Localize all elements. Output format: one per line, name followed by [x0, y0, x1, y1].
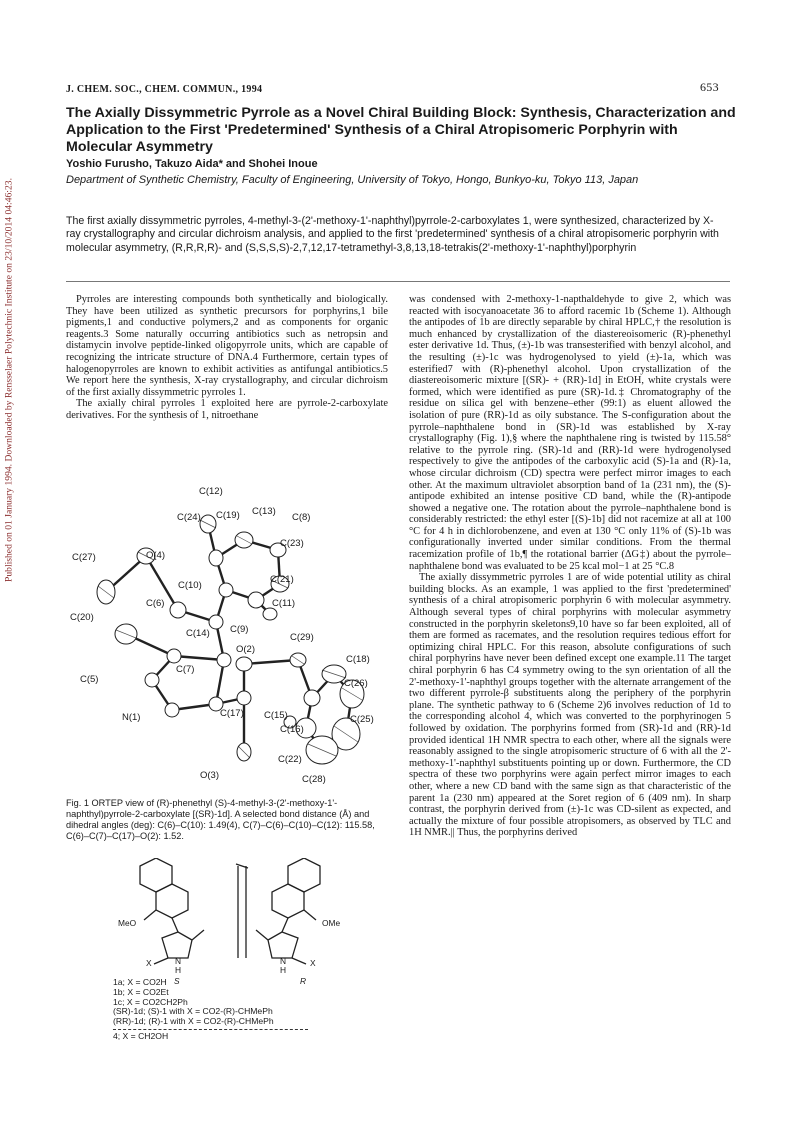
figure-1-ortep	[66, 484, 390, 794]
section-divider	[66, 281, 730, 282]
legend-item: (RR)-1d; (R)-1 with X = CO2-(R)-CHMePh	[113, 1016, 274, 1027]
atom-label: C(27)	[72, 552, 96, 563]
figure-1-caption: Fig. 1 ORTEP view of (R)-phenethyl (S)-4-methyl-3-(2'-methoxy-1'-naphthyl)pyrrole-2-carboxylate [(SR)-1d]. A selected bond distance (Å) and dihedral angles (deg): C(6)–C(10): 1.49(4), C(7)–C(6)–C(10)–C(12): 115.58, C(6)–C(7)–C(17)–O(2): 1.52.	[66, 798, 375, 841]
atom-label: C(7)	[176, 664, 195, 675]
left-paragraph-2: The axially chiral pyrroles 1 exploited here are pyrrole-2-carboxylate derivatives. For the synthesis of 1, nitroethane	[66, 398, 388, 421]
atom-label: C(10)	[178, 580, 202, 591]
atom-label: C(13)	[252, 506, 276, 517]
atom-label: O(4)	[146, 550, 165, 561]
atom-label: C(16)	[280, 724, 304, 735]
atom-label: C(26)	[344, 678, 368, 689]
atom-label: C(25)	[350, 714, 374, 725]
page-number: 653	[700, 80, 719, 94]
legend-item: 1b; X = CO2Et	[113, 986, 169, 997]
atom-label: C(5)	[80, 674, 99, 685]
affiliation: Department of Synthetic Chemistry, Faculty of Engineering, University of Tokyo, Hongo, Bunkyo-ku, Tokyo 113, Japan	[66, 174, 639, 186]
structure-drawing	[100, 858, 390, 976]
x-substituent-label: X	[310, 958, 316, 968]
article-title: The Axially Dissymmetric Pyrrole as a Novel Chiral Building Block: Synthesis, Characterization and Application to the First 'Predetermined' Synthesis of a Chiral Atropisomeric Porphyrin with Molecular Asymmetry	[66, 105, 736, 155]
methoxy-label: MeO	[118, 918, 137, 928]
atom-label: C(15)	[264, 710, 288, 721]
atom-label: C(8)	[292, 512, 311, 523]
atom-label: C(17)	[220, 708, 244, 719]
atom-label: C(28)	[302, 774, 326, 785]
ortep-drawing	[66, 484, 390, 794]
atom-label: C(24)	[177, 512, 201, 523]
journal-header: J. CHEM. SOC., CHEM. COMMUN., 1994	[66, 84, 263, 95]
right-column	[409, 294, 731, 839]
atom-label: C(6)	[146, 598, 165, 609]
hydrogen-label: H	[175, 965, 182, 975]
hydrogen-label: H	[280, 965, 287, 975]
atom-label: O(2)	[236, 644, 255, 655]
legend-item: 4; X = CH2OH	[113, 1030, 169, 1041]
atom-label: C(29)	[290, 632, 314, 643]
authors: Yoshio Furusho, Takuzo Aida* and Shohei Inoue	[66, 158, 318, 170]
atom-label: C(12)	[199, 486, 223, 497]
atom-label: O(3)	[200, 770, 219, 781]
download-watermark: Published on 01 January 1994. Downloaded by Rensselaer Polytechnic Institute on 23/10/2014 04:46:23.	[3, 178, 15, 582]
r-configuration-label: R	[300, 976, 307, 986]
atom-label: C(22)	[278, 754, 302, 765]
left-paragraph-1: Pyrroles are interesting compounds both synthetically and biologically. They have been utilized as synthetic precursors for porphyrins,1 bile pigments,1 and conductive polymers,2 and as components for organic reagents.3 Some naturally occurring antibiotics such as netropsin and distamycin involve peptide-linked oligopyrrole units, which are capable of recognizing the intricate structure of DNA.4 Furthermore, certain types of halogenopyrroles are known to exhibit activities as antifungal antibiotics.5 We report here the synthesis, X-ray crystallography, and circular dichroism of the first axially dissymmetric pyrroles 1.	[66, 294, 388, 398]
legend-item: (SR)-1d; (S)-1 with X = CO2-(R)-CHMePh	[113, 1006, 273, 1017]
atom-label: C(18)	[346, 654, 370, 665]
atom-label: C(21)	[270, 574, 294, 585]
atom-label: C(20)	[70, 612, 94, 623]
legend-item: 1a; X = CO2H	[113, 977, 167, 987]
atom-label: C(19)	[216, 510, 240, 521]
abstract: The first axially dissymmetric pyrroles, 4-methyl-3-(2'-methoxy-1'-naphthyl)pyrrole-2-carboxylates 1, were synthesized, characterized by X-ray crystallography and circular dichroism analysis, and applied to the first 'predetermined' synthesis of a chiral atropisomeric porphyrin with molecular asymmetry, (R,R,R,R)- and (S,S,S,S)-2,7,12,17-tetramethyl-3,8,13,18-tetrakis(2'-methoxy-1'-naphthyl)porphyrin	[66, 215, 719, 254]
nitrogen-label: N	[175, 956, 182, 966]
x-substituent-label: X	[146, 958, 152, 968]
s-configuration-label: S	[174, 976, 180, 986]
legend-divider	[113, 1029, 308, 1030]
atom-label: C(9)	[230, 624, 249, 635]
atom-label: C(14)	[186, 628, 210, 639]
nitrogen-label: N	[280, 956, 287, 966]
left-column	[66, 294, 388, 422]
scheme-legend	[113, 978, 308, 1042]
atom-label: C(11)	[272, 598, 296, 609]
legend-item: 1c; X = CO2CH2Ph	[113, 996, 188, 1007]
methoxy-label: OMe	[322, 918, 341, 928]
atom-label: C(23)	[280, 538, 304, 549]
atom-label: N(1)	[122, 712, 141, 723]
right-paragraph-2: The axially dissymmetric pyrroles 1 are of wide potential utility as chiral building blocks. As an example, 1 was applied to the first 'predetermined' synthesis of a chiral atropisomeric porphyrin 6 with molecular asymmetry. Although several types of chiral porphyrins with molecular asymmetry constructed in the porphyrin skeletons9,10 have so far been exploited, all of them are formed as racemates, and the resolution requires tedious effort for optimizing chiral HPLC. For this reason, absolute configurations of such chiral porphyrins have never been defined except one example.11 The target chiral porphyrin 6 has C4 symmetry owing to the syn orientation of all the 2'-methoxy-1'-naphthyl groups together with the alternate arrangement of the two different pyrrole-β substituents along the periphery of the porphyrin plane. The synthetic pathway to 6 (Scheme 2)6 involves reduction of 1d to the corresponding alcohol 4, which was converted to the porphyrinogen 5 followed by oxidation. The porphyrins formed from (SR)-1d and (RR)-1d provided identical 1H NMR spectra to each other, where all the signals were reasonably assigned to the single atropisomeric structure of 6 with all the 2'-methoxy-1'-naphthyl substituents pointing up or down. Furthermore, the CD spectra of these two porphyrins were again perfect mirror images to each other, where a new CD band with the same sign as that characteristic of the parent 1a (230 nm) appeared at the Soret region of 6 (409 nm). In sharp contrast, the porphyrin derived from (±)-1c was CD-silent as expected, and actually the mixture of four possible atropisomers, as observed by TLC and 1H NMR.|| Thus, the porphyrins derived	[409, 572, 731, 839]
right-paragraph-1: was condensed with 2-methoxy-1-napthaldehyde to give 2, which was reacted with isocyanoacetate 36 to afford racemic 1b (Scheme 1). Although the antipodes of 1b are directly separable by chiral HPLC,† the resolution is much enhanced by crystallization of the diastereoisomeric (R)-phenethyl ester derivative 1d. Thus, (±)-1b was transesterified with benzyl alcohol, and the resulting (±)-1c was hydrogenolysed to yield (±)-1a, which was esterified7 with (R)-phenethyl alcohol. Upon crystallization of the diastereoisomeric mixture [(SR)- + (RR)-1d] in EtOH, white crystals were formed, which were identified as pure (SR)-1d.‡ Chromatography of the residue on silica gel with benzene–ether (99:1) as eluent allowed the isolation of pure (RR)-1d as oily substance. The S-configuration about the pyrrole–naphthalene bond in (SR)-1d was established by X-ray crystallography (Fig. 1),§ where the naphthalene ring is twisted by 115.58° relative to the pyrrole ring. (SR)-1d and (RR)-1d were hydrogenolysed respectively to give the antipodes of the carboxylic acid (S)-1a and (R)-1a, whose circular dichroism (CD) spectra were perfect mirror images to each other. At the maximum ultraviolet absorption band of 1a (231 nm), the (S)-antipode exhibited an intense positive CD band, while the (R)-antipode showed a negative one. The rotation about the pyrrole–naphthalene bond is considerably restricted: the ethyl ester [(S)-1b] did not racemize at all at 100 °C for 4 h in dichlorobenzene, and even at 130 °C only 11% of (S)-1b was configurationally inverted under similar conditions. From the thermal racemization profile of 1b,¶ the rotational barrier (ΔG‡) about the pyrrole–naphthalene bond was evaluated to be 25 kcal mol−1 at 25 °C.8	[409, 294, 731, 572]
